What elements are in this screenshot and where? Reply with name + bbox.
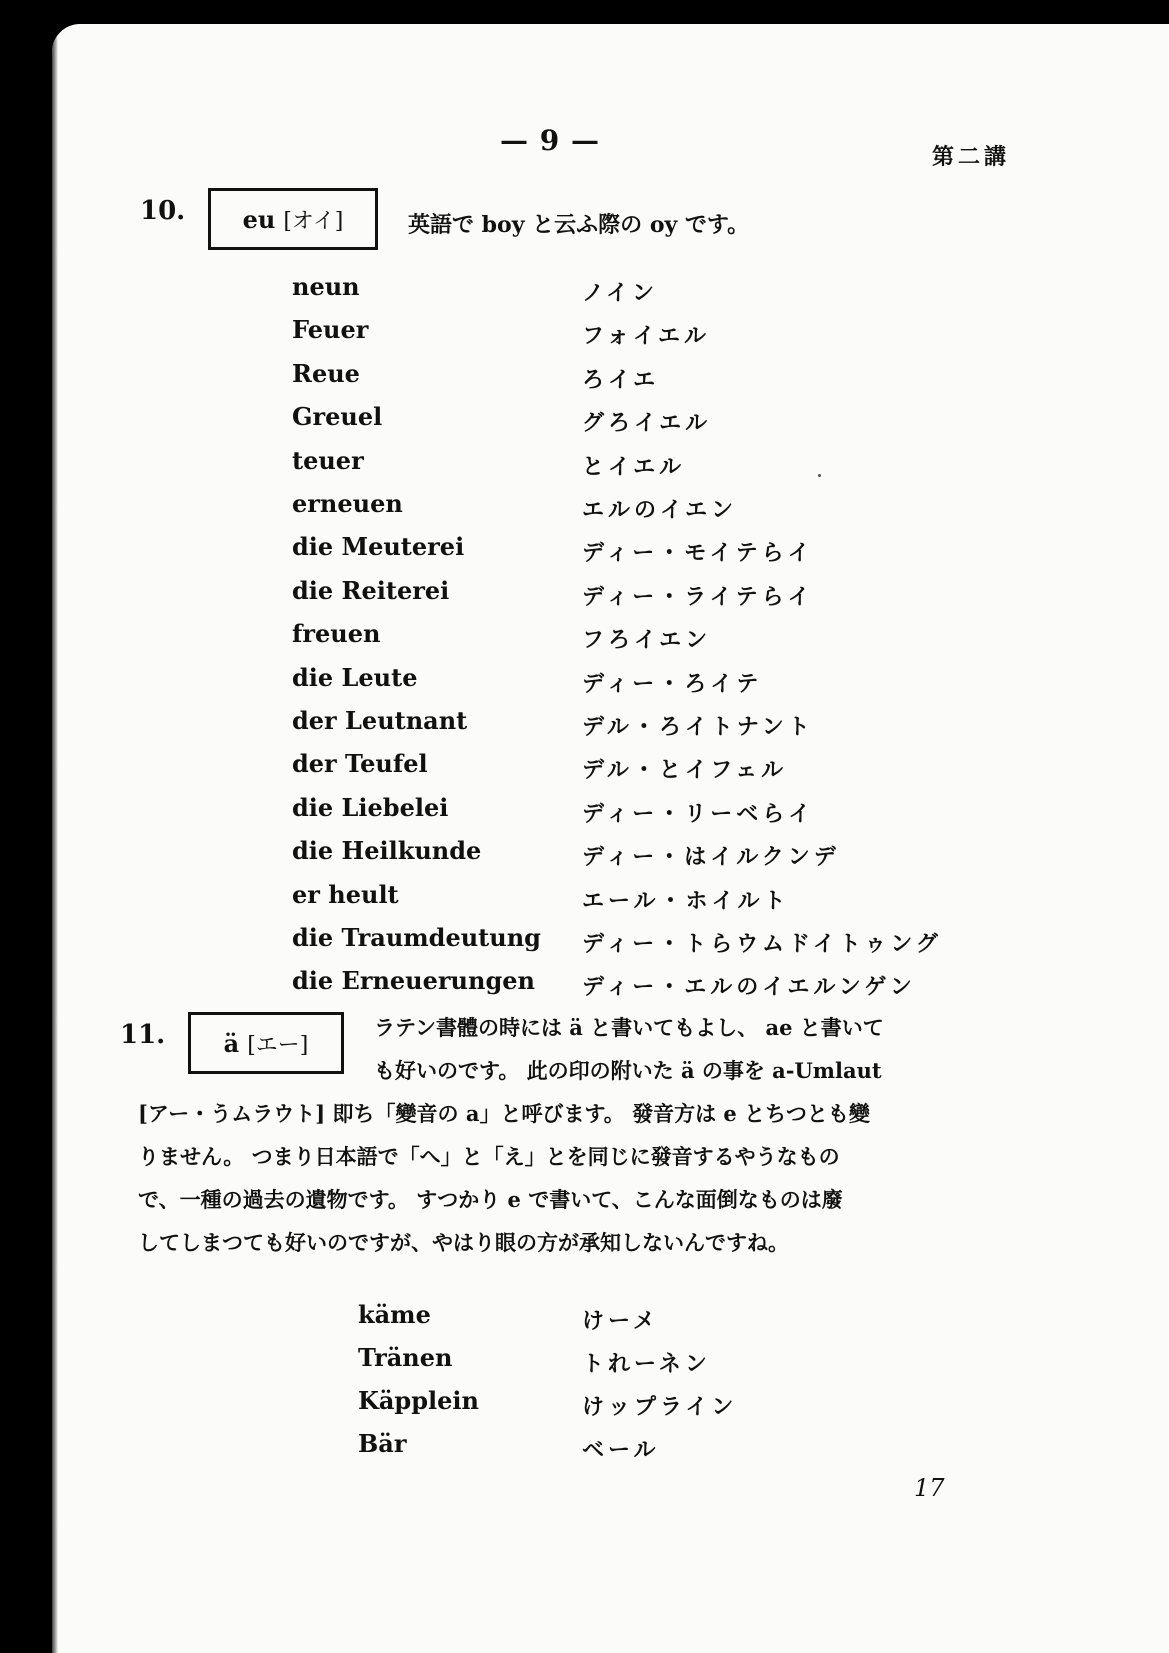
section-11-para-line-2: も好いのです。 此の印の附いた ä の事を a-Umlaut: [374, 1058, 882, 1083]
german-word: er heult: [292, 879, 399, 909]
german-word: käme: [358, 1300, 431, 1329]
page-number: 17: [914, 1474, 945, 1502]
japanese-reading: デル・とイフェル: [582, 758, 788, 784]
japanese-reading: フォイエル: [582, 324, 711, 350]
japanese-reading: ディー・モイテらイ: [582, 541, 814, 567]
german-word: freuen: [292, 619, 381, 649]
german-word: Reue: [292, 358, 360, 388]
section-10-key: eu: [242, 204, 276, 234]
section-10-intro: 英語で boy と云ふ際の oy です。: [408, 212, 750, 238]
japanese-reading: ディー・エルのイエルンゲン: [582, 975, 916, 1001]
japanese-reading: ディー・リーベらイ: [582, 801, 815, 827]
german-word: die Reiterei: [292, 575, 450, 605]
section-11-para-line-4: りません。 つまり日本語で「へ」と「え」とを同じに發音するやうなもの: [138, 1144, 840, 1169]
section-11-key-reading: [エー]: [247, 1032, 309, 1058]
print-speck: [818, 474, 821, 477]
japanese-reading: ディー・ライテらイ: [582, 584, 814, 610]
page-binding-edge: [52, 24, 58, 1653]
german-word: Tränen: [358, 1343, 453, 1372]
japanese-reading: ディー・トらウムドイトゥング: [582, 932, 942, 957]
japanese-reading: ろイエ: [582, 367, 660, 393]
german-word: der Leutnant: [292, 706, 468, 735]
japanese-reading: ノイン: [582, 281, 659, 306]
german-word: die Erneuerungen: [292, 966, 535, 996]
section-11-para-line-5: で、一種の過去の遺物です。 すつかり e で書いて、こんな面倒なものは廢: [138, 1187, 843, 1212]
german-word: die Leute: [292, 662, 418, 692]
german-word: die Heilkunde: [292, 836, 482, 866]
section-11-para-line-1: ラテン書體の時には ä と書いてもよし、 ae と書いて: [374, 1015, 884, 1040]
german-word: teuer: [292, 445, 364, 475]
german-word: Feuer: [292, 315, 369, 345]
section-11-key-box: [188, 1012, 344, 1074]
german-word: Greuel: [292, 402, 383, 432]
japanese-reading: エルのイエン: [582, 498, 738, 523]
section-11-key: ä: [223, 1028, 240, 1058]
chapter-label: 第二講: [932, 144, 1011, 170]
section-10-key-box: [208, 188, 378, 250]
japanese-reading: とイエル: [582, 454, 686, 480]
german-word: Bär: [358, 1429, 407, 1458]
german-word: erneuen: [292, 489, 403, 518]
german-word: neun: [292, 272, 360, 301]
japanese-reading: ディー・ろイテ: [582, 671, 763, 697]
japanese-reading: ベール: [582, 1438, 660, 1463]
japanese-reading: けーメ: [582, 1309, 659, 1334]
japanese-reading: フろイエン: [582, 628, 712, 654]
book-page: [52, 24, 1169, 1653]
page-marker: — 9 —: [500, 124, 600, 157]
section-11-para-line-6: してしまつても好いのですが、やはり眼の方が承知しないんですね。: [138, 1230, 789, 1255]
japanese-reading: ディー・はイルクンデ: [582, 845, 840, 871]
japanese-reading: エール・ホイルト: [582, 888, 790, 914]
japanese-reading: デル・ろイトナント: [582, 715, 814, 740]
japanese-reading: けップライン: [582, 1395, 738, 1420]
german-word: die Traumdeutung: [292, 923, 541, 952]
japanese-reading: トれーネン: [582, 1352, 711, 1377]
section-11-number: 11.: [120, 1020, 166, 1050]
japanese-reading: グろイエル: [582, 411, 712, 437]
section-11-para-line-3: [アー・うムラウト] 即ち「變音の a」と呼びます。 發音方は e とちつとも變: [138, 1101, 870, 1126]
german-word: Käpplein: [358, 1386, 479, 1415]
section-10-key-reading: [オイ]: [283, 208, 344, 234]
section-10-number: 10.: [140, 196, 186, 226]
german-word: die Meuterei: [292, 532, 465, 562]
german-word: die Liebelei: [292, 792, 449, 822]
german-word: der Teufel: [292, 749, 428, 779]
